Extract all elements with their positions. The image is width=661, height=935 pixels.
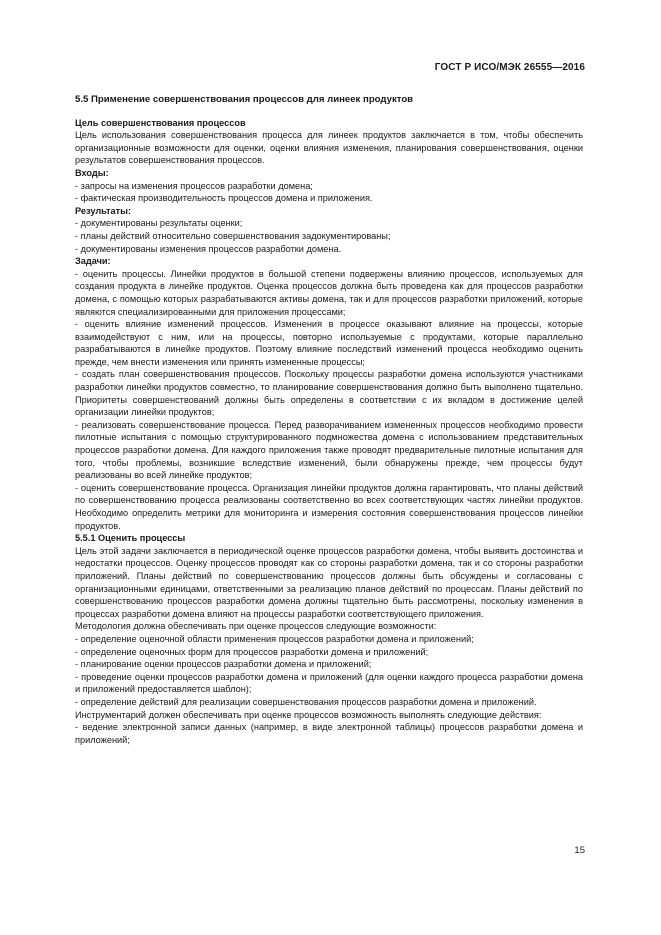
document-body <box>75 94 583 746</box>
list-item: - документированы изменения процессов разработки домена. <box>75 243 342 254</box>
list-item: - фактическая производительность процессов домена и приложения. <box>75 193 373 204</box>
list-item: - запросы на изменения процессов разработки домена; <box>75 180 313 191</box>
inputs-heading: Входы: <box>75 167 109 178</box>
list-item: - планирование оценки процессов разработки домена и приложений; <box>75 659 372 670</box>
tools-intro: Инструментарий должен обеспечивать при оценке процессов возможность выполнять следующие действия: <box>75 709 542 720</box>
goal-text: Цель использования совершенствования процесса для линеек продуктов заключается в том, чтобы обеспечить организационные возможности для оценки, оценки влияния изменения, планирования совершенствования, оценки результатов совершенствования процессов. <box>75 130 583 166</box>
goal-heading: Цель совершенствования процессов <box>75 117 246 128</box>
subsection-heading: 5.5.1 Оценить процессы <box>75 533 186 544</box>
list-item: - определение оценочной области применения процессов разработки домена и приложений; <box>75 633 474 644</box>
list-item: - оценить влияние изменений процессов. Изменения в процессе оказывают влияние на процессы, которые взаимодействуют с ним, или на процессы, повторно используемые с продуктами, которые параллельно разрабатываются в линейке продуктов. Поэтому влияние последствий изменений процесса необходимо оценить прежде, чем внести изменения или принять измененные процессы; <box>75 319 583 367</box>
list-item: - планы действий относительно совершенствования задокументированы; <box>75 230 391 241</box>
tasks-heading: Задачи: <box>75 256 111 267</box>
list-item: - ведение электронной записи данных (например, в виде электронной таблицы) процессов разработки домена и приложений; <box>75 722 583 745</box>
subsection-intro: Цель этой задачи заключается в периодической оценке процессов разработки домена, чтобы выявить достоинства и недостатки процессов. Оценку процессов проводят как со стороны разработки домена, так и со стороны разработки приложений. Планы действий по совершенствованию процессов должны быть обсуждены и согласованы с организационными единицами, ответственными за реализацию планов действий по процессам. Планы действий по совершенствованию процессов разработки домена должны тщательно быть рассмотрены, поскольку изменения в процессах разработки домена влияют на процессы разработки соответствующего приложения. <box>75 545 583 619</box>
results-heading: Результаты: <box>75 205 132 216</box>
methodology-intro: Методология должна обеспечивать при оценке процессов следующие возможности: <box>75 621 437 632</box>
list-item: - документированы результаты оценки; <box>75 218 243 229</box>
list-item: - определение оценочных форм для процессов разработки домена и приложений; <box>75 646 429 657</box>
list-item: - реализовать совершенствование процесса. Перед разворачиванием измененных процессов необходимо провести пилотные испытания с помощью структурированного подмножества домена с использованием представительных процессов разработки домена. Для каждого приложения также проводят предварительные пилотные испытания для того, чтобы проблемы, возникшие вследствие изменений, были обнаружены прежде, чем процессы будут реализованы во всей линейке продуктов; <box>75 419 583 481</box>
list-item: - создать план совершенствования процессов. Поскольку процессы разработки домена используются участниками разработки линейки продуктов совместно, то планирование совершенствования должно быть выполнено тщательно. Приоритеты совершенствований должны быть определены в соответствии с их вкладом в достижение целей организации линейки продуктов; <box>75 369 583 418</box>
page-number: 15 <box>574 845 585 856</box>
list-item: - оценить процессы. Линейки продуктов в большой степени подвержены влиянию процессов, используемых для создания продукта в линейке продуктов. Оценка процессов должна быть проведена как для процессов разработки домена, с помощью которых разрабатываются активы домена, так и для процессов разработки приложений, которые являются специализированными для приложения процессами; <box>75 268 583 317</box>
list-item: - проведение оценки процессов разработки домена и приложений (для оценки каждого процесса разработки домена и приложений предоставляется шаблон); <box>75 671 583 695</box>
document-header: ГОСТ Р ИСО/МЭК 26555—2016 <box>434 62 585 73</box>
section-title: 5.5 Применение совершенствования процессов для линеек продуктов <box>75 94 414 105</box>
list-item: - определение действий для реализации совершенствования процессов разработки домена и приложений. <box>75 696 537 707</box>
list-item: - оценить совершенствование процесса. Организация линейки продуктов должна гарантировать, что планы действий по совершенствованию процесса реализованы соответственно во всех соответствующих частях линейки продуктов. Необходимо определить метрики для мониторинга и измерения состояния совершенствования процессов линейки продуктов. <box>75 482 583 531</box>
